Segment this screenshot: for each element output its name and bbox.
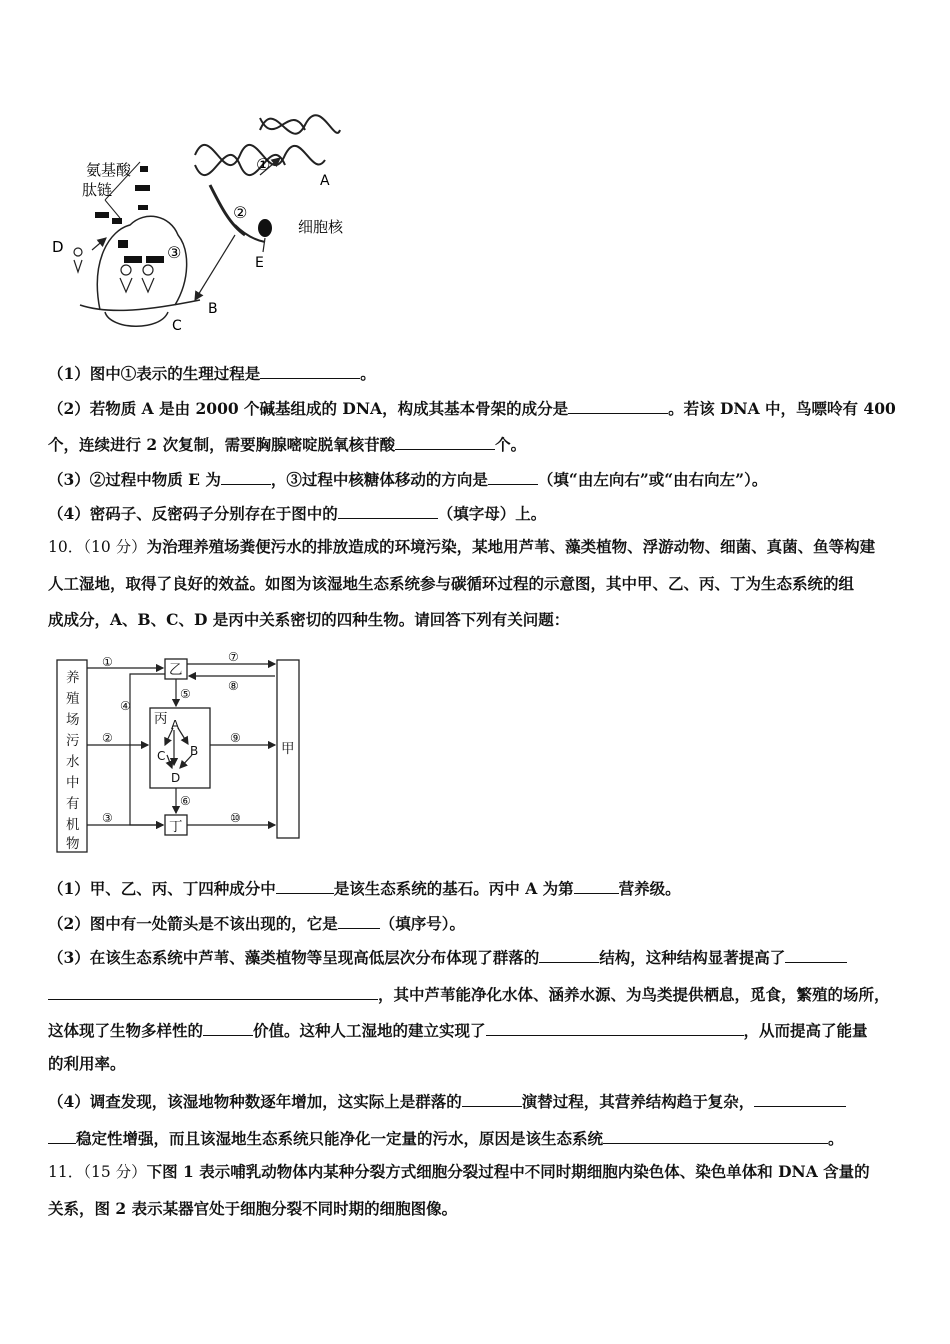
- answer-blank[interactable]: [203, 1019, 253, 1036]
- label-bing: 丙: [154, 711, 168, 727]
- label-d: D: [171, 771, 181, 785]
- step-3: ③: [167, 243, 182, 262]
- answer-blank[interactable]: [260, 362, 360, 379]
- arrow-6: ⑥: [180, 794, 191, 808]
- arrow-4: ④: [120, 699, 131, 713]
- answer-blank[interactable]: [754, 1090, 846, 1107]
- q10-part1: （1）甲、乙、丙、丁四种成分中 是该生态系统的基石。丙中 A 为第 营养级。: [48, 879, 681, 898]
- answer-blank[interactable]: [338, 502, 438, 519]
- answer-blank[interactable]: [486, 1019, 744, 1036]
- arrow-7: ⑦: [228, 650, 239, 664]
- q10-part3-cont2: 这体现了生物多样性的 价值。这种人工湿地的建立实现了 ，从而提高了能量: [48, 1021, 868, 1040]
- q10-intro-line1: 10．（10 分）为治理养殖场粪便污水的排放造成的环境污染，某地用芦苇、藻类植物、浮游动物、细菌、真菌、鱼等构建: [48, 537, 876, 556]
- label-nucleus: 细胞核: [298, 218, 344, 236]
- answer-blank[interactable]: [221, 468, 271, 485]
- label-b: B: [208, 301, 218, 317]
- arrow-3: ③: [102, 811, 113, 825]
- q10-part3-cont3: 的利用率。: [48, 1054, 126, 1073]
- answer-blank[interactable]: [338, 912, 380, 929]
- label-yi: 乙: [169, 662, 183, 678]
- label-a: A: [320, 173, 330, 189]
- q9-part3: （3）②过程中物质 E 为 ，③过程中核糖体移动的方向是 （填“由左向右”或“由右向左”）。: [48, 470, 768, 489]
- q10-part3: （3）在该生态系统中芦苇、藻类植物等呈现高低层次分布体现了群落的 结构，这种结构显著提高了: [48, 946, 847, 968]
- q9-part2-cont: 个，连续进行 2 次复制，需要胸腺嘧啶脱氧核苷酸 个。: [48, 435, 527, 454]
- step-2: ②: [233, 203, 248, 222]
- arrow-9: ⑨: [230, 731, 241, 745]
- q10-part4-cont: 稳定性增强，而且该湿地生态系统只能净化一定量的污水，原因是该生态系统 。: [48, 1127, 844, 1149]
- source-char: 养: [66, 670, 80, 686]
- label-c: C: [172, 318, 182, 334]
- arrow-2: ②: [102, 731, 113, 745]
- label-amino-acid: 氨基酸: [86, 161, 132, 179]
- source-char: 中: [66, 775, 80, 791]
- source-char: 机: [66, 817, 80, 833]
- label-ding: 丁: [169, 819, 183, 835]
- answer-blank[interactable]: [539, 946, 599, 963]
- ribosome-outline: [80, 216, 200, 326]
- q11-intro-line2: 关系，图 2 表示某器官处于细胞分裂不同时期的细胞图像。: [48, 1199, 458, 1218]
- q10-part3-cont: ，其中芦苇能净化水体、涵养水源、为鸟类提供栖息，觅食，繁殖的场所，: [48, 983, 890, 1005]
- answer-blank[interactable]: [785, 946, 847, 963]
- answer-blank[interactable]: [276, 877, 334, 894]
- label-peptide: 肽链: [82, 181, 113, 199]
- arrow-8: ⑧: [228, 679, 239, 693]
- arrow-1: ①: [102, 655, 113, 669]
- answer-blank[interactable]: [603, 1127, 828, 1144]
- q9-part2: （2）若物质 A 是由 2000 个碱基组成的 DNA，构成其基本骨架的成分是 。若该 DNA 中，鸟嘌呤有 400: [48, 399, 896, 418]
- q9-part4: （4）密码子、反密码子分别存在于图中的 （填字母）上。: [48, 504, 547, 523]
- rna-polymerase: [258, 219, 272, 237]
- answer-blank[interactable]: [48, 983, 378, 1000]
- trna: [74, 248, 154, 292]
- source-char: 有: [66, 796, 80, 812]
- q10-part4: （4）调查发现，该湿地物种数逐年增加，这实际上是群落的 演替过程，其营养结构趋于复杂，: [48, 1090, 846, 1112]
- label-d: D: [52, 238, 64, 256]
- q9-part1: （1）图中①表示的生理过程是 。: [48, 364, 376, 383]
- source-char: 水: [66, 754, 80, 770]
- q10-intro-line2: 人工湿地，取得了良好的效益。如图为该湿地生态系统参与碳循环过程的示意图，其中甲、乙、丙、丁为生态系统的组: [48, 574, 855, 593]
- gene-expression-diagram: [50, 100, 380, 345]
- arrow-10: ⑩: [230, 811, 241, 825]
- arrow-5: ⑤: [180, 687, 191, 701]
- answer-blank[interactable]: [568, 397, 668, 414]
- step-1: ①: [256, 155, 271, 174]
- label-b: B: [190, 744, 199, 758]
- answer-blank[interactable]: [574, 877, 619, 894]
- source-char: 殖: [66, 691, 80, 707]
- answer-blank[interactable]: [488, 468, 538, 485]
- carbon-cycle-diagram: [50, 650, 310, 860]
- label-a: A: [171, 718, 180, 732]
- answer-blank[interactable]: [395, 433, 495, 450]
- answer-blank[interactable]: [48, 1127, 76, 1144]
- q10-intro-line3: 成成分，A、B、C、D 是丙中关系密切的四种生物。请回答下列有关问题：: [48, 610, 570, 629]
- source-char: 物: [66, 836, 80, 852]
- q10-part2: （2）图中有一处箭头是不该出现的，它是 （填序号）。: [48, 914, 466, 933]
- answer-blank[interactable]: [462, 1090, 522, 1107]
- label-c: C: [157, 749, 166, 763]
- q11-intro-line1: 11．（15 分）下图 1 表示哺乳动物体内某种分裂方式细胞分裂过程中不同时期细胞内染色体、染色单体和 DNA 含量的: [48, 1162, 870, 1181]
- label-e: E: [255, 255, 264, 271]
- source-char: 污: [66, 733, 80, 749]
- label-jia: 甲: [281, 741, 295, 757]
- source-char: 场: [66, 712, 80, 728]
